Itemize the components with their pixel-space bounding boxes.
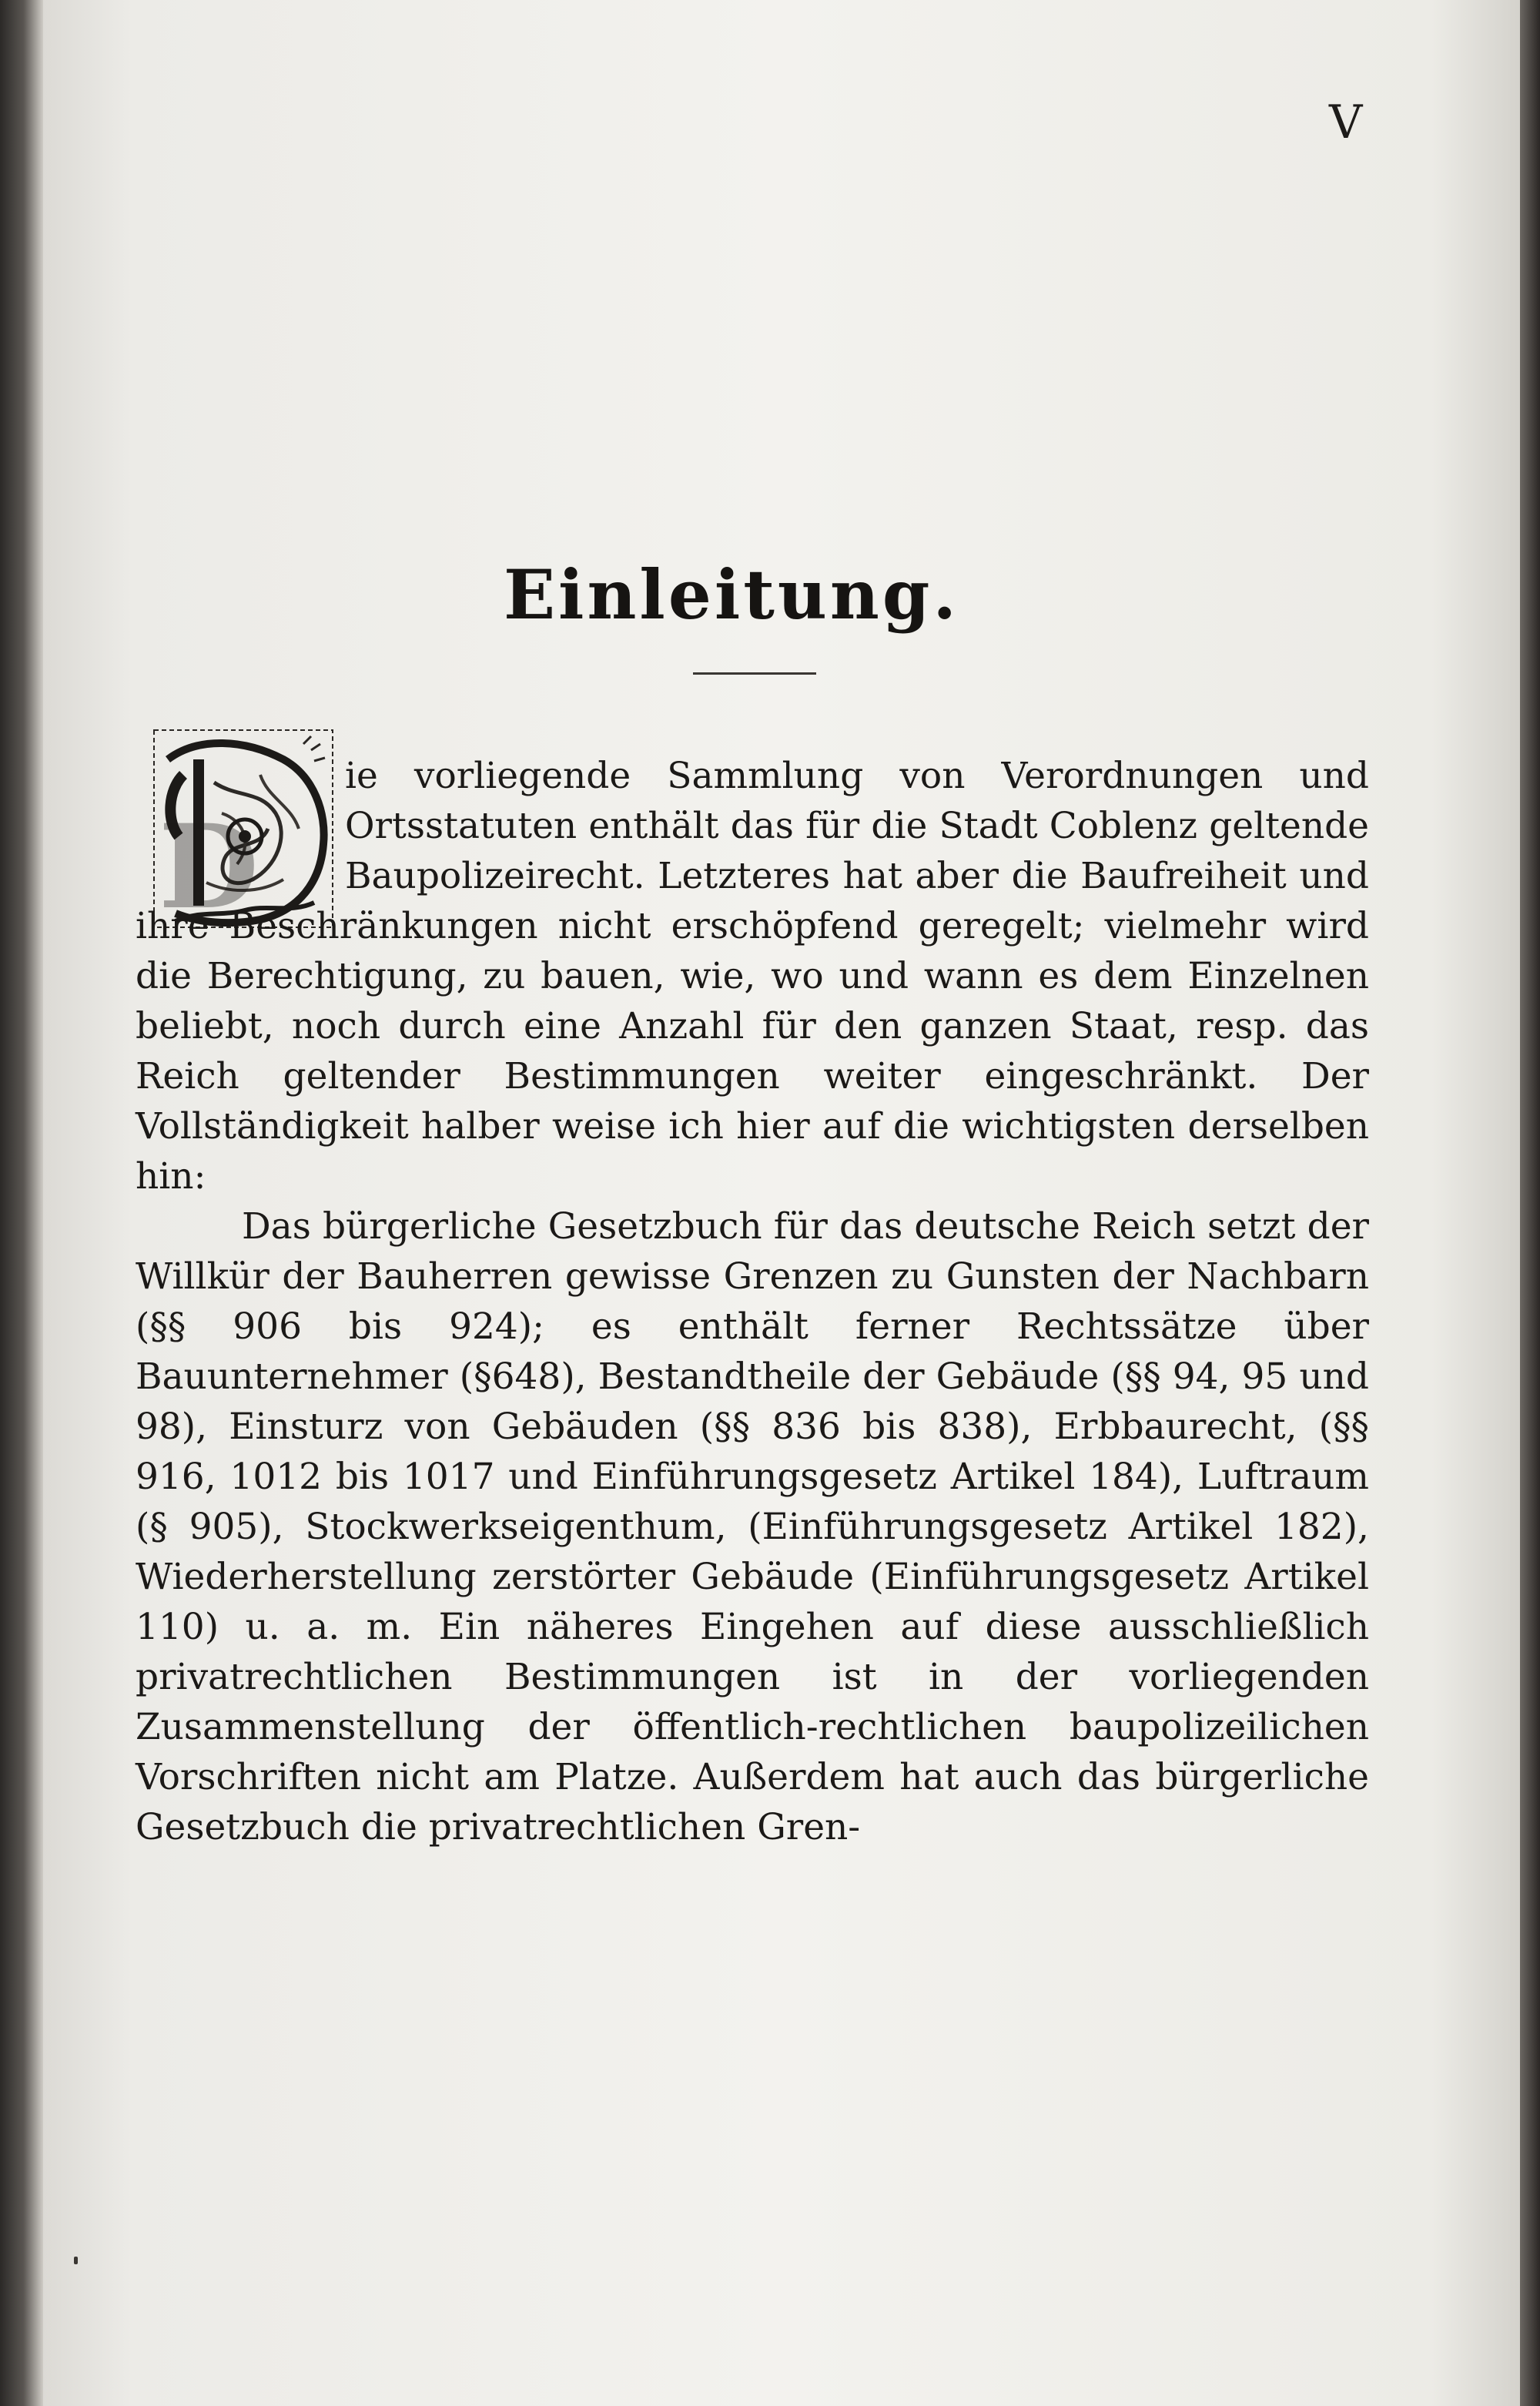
title-rule — [693, 672, 816, 675]
dropcap-space — [136, 751, 345, 901]
book-gutter — [0, 0, 43, 2406]
chapter-title: Einleitung. — [503, 555, 960, 635]
paragraph-1 — [136, 751, 1369, 1201]
page-number: V — [1329, 96, 1364, 149]
paragraph-1-text: ie vorliegende Sammlung von Verordnungen und Ortsstatuten enthält das für die Stadt Coblenz geltende Baupolizeirecht. Letzteres hat aber die Baufreiheit und ihre Beschränkungen nicht erschöpfend geregelt; vielmehr wird die Berechtigung, zu bauen, wie, wo und wann es dem Einzelnen beliebt, noch durch eine Anzahl für den ganzen Staat, resp. das Reich geltender Bestimmungen weiter eingeschränkt. Der Vollständigkeit halber weise ich hier auf die wichtigsten derselben hin: — [136, 755, 1369, 1198]
body-text — [136, 751, 1369, 1852]
paragraph-2: Das bürgerliche Gesetzbuch für das deutsche Reich setzt der Willkür der Bauherren gewisse Grenzen zu Gunsten der Nachbarn (§§ 906 bis 924); es enthält ferner Rechtssätze über Bauunternehmer (§648), Bestandtheile der Gebäude (§§ 94, 95 und 98), Einsturz von Gebäuden (§§ 836 bis 838), Erbbaurecht, (§§ 916, 1012 bis 1017 und Einführungsgesetz Artikel 184), Luftraum (§ 905), Stockwerkseigenthum, (Einführungsgesetz Artikel 182), Wiederherstellung zerstörter Gebäude (Einführungsgesetz Artikel 110) u. a. m. Ein näheres Eingehen auf diese ausschließlich privatrechtlichen Bestimmungen ist in der vorliegenden Zusammenstellung der öffentlich-rechtlichen baupolizeilichen Vorschriften nicht am Platze. Außerdem hat auch das bürgerliche Gesetzbuch die privatrechtlichen Gren- — [136, 1205, 1369, 1848]
paper-speck — [74, 2257, 78, 2264]
svg-text:D: D — [159, 799, 259, 929]
page-edge — [1520, 0, 1540, 2406]
